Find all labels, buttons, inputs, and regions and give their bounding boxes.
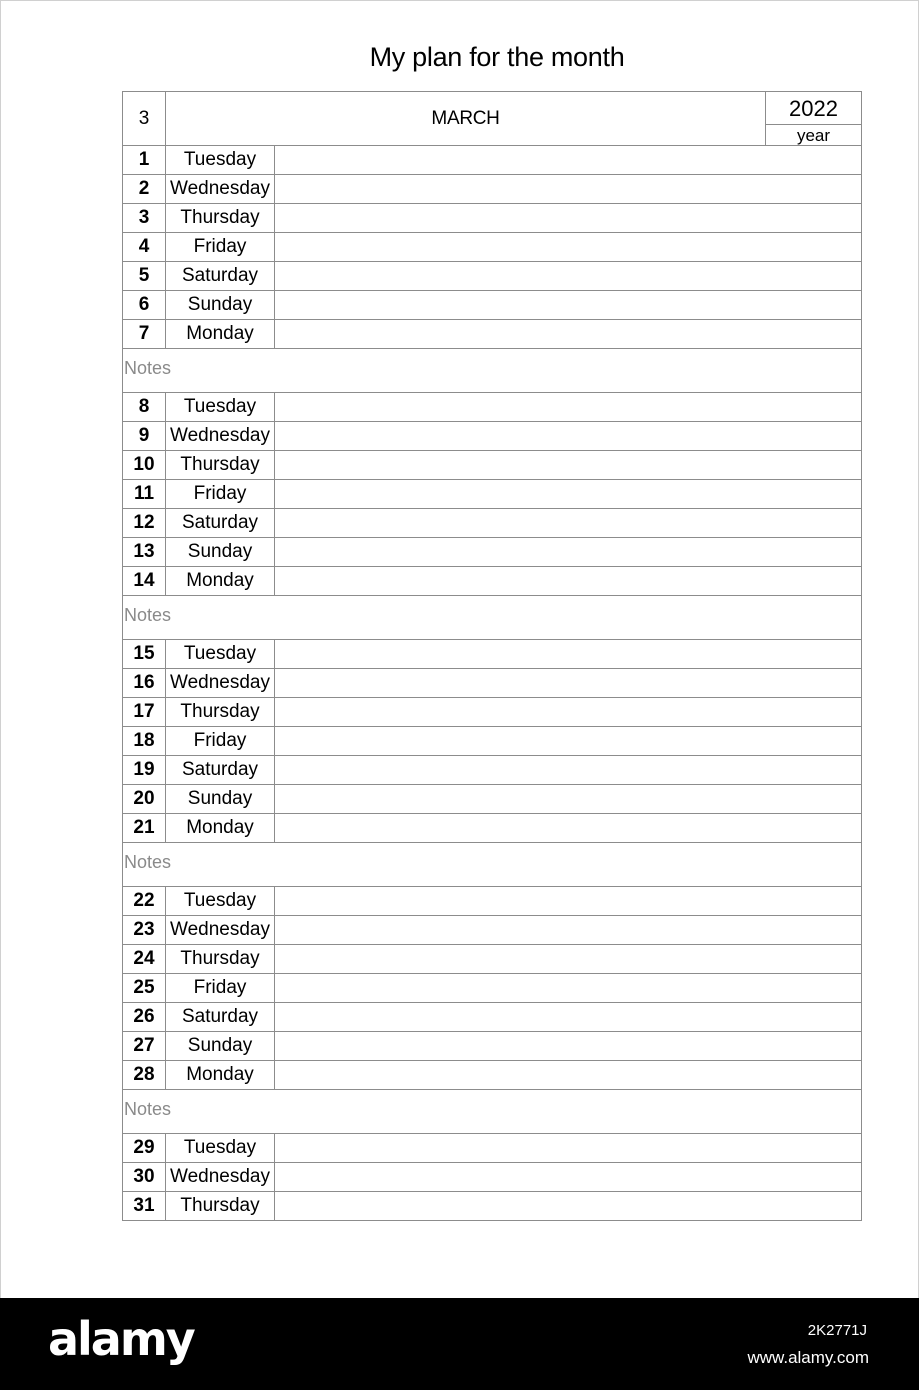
day-row <box>123 451 862 480</box>
notes-row <box>123 1090 862 1134</box>
day-number: 24 <box>123 945 166 974</box>
day-row <box>123 509 862 538</box>
day-number: 13 <box>123 538 166 567</box>
day-number: 19 <box>123 756 166 785</box>
month-planner-table <box>122 91 862 1221</box>
day-row <box>123 916 862 945</box>
weekday-name: Wednesday <box>166 1163 275 1192</box>
plan-entry-cell[interactable] <box>275 814 862 843</box>
day-number: 18 <box>123 727 166 756</box>
plan-entry-cell[interactable] <box>275 945 862 974</box>
day-row <box>123 1061 862 1090</box>
day-number: 17 <box>123 698 166 727</box>
day-row <box>123 727 862 756</box>
plan-entry-cell[interactable] <box>275 916 862 945</box>
image-id: 2K2771J <box>807 1322 867 1339</box>
weekday-name: Sunday <box>166 1032 275 1061</box>
day-number: 4 <box>123 233 166 262</box>
day-row <box>123 538 862 567</box>
plan-entry-cell[interactable] <box>275 175 862 204</box>
weekday-name: Sunday <box>166 538 275 567</box>
day-number: 6 <box>123 291 166 320</box>
weekday-name: Monday <box>166 1061 275 1090</box>
weekday-name: Thursday <box>166 204 275 233</box>
weekday-name: Tuesday <box>166 146 275 175</box>
day-number: 27 <box>123 1032 166 1061</box>
notes-cell[interactable] <box>123 1090 862 1134</box>
day-row <box>123 233 862 262</box>
day-number: 14 <box>123 567 166 596</box>
weekday-name: Tuesday <box>166 1134 275 1163</box>
plan-entry-cell[interactable] <box>275 785 862 814</box>
weekday-name: Friday <box>166 233 275 262</box>
day-number: 15 <box>123 640 166 669</box>
day-number: 21 <box>123 814 166 843</box>
weekday-name: Sunday <box>166 291 275 320</box>
plan-entry-cell[interactable] <box>275 1032 862 1061</box>
day-row <box>123 1163 862 1192</box>
day-number: 31 <box>123 1192 166 1221</box>
day-row <box>123 1003 862 1032</box>
day-row <box>123 146 862 175</box>
day-row <box>123 785 862 814</box>
day-row <box>123 945 862 974</box>
notes-cell[interactable] <box>123 349 862 393</box>
plan-entry-cell[interactable] <box>275 538 862 567</box>
notes-label: Notes <box>124 358 172 378</box>
day-row <box>123 320 862 349</box>
weekday-name: Saturday <box>166 756 275 785</box>
weekday-name: Wednesday <box>166 422 275 451</box>
day-row <box>123 814 862 843</box>
weekday-name: Tuesday <box>166 640 275 669</box>
day-row <box>123 640 862 669</box>
plan-entry-cell[interactable] <box>275 756 862 785</box>
day-row <box>123 1032 862 1061</box>
notes-cell[interactable] <box>123 843 862 887</box>
weekday-name: Thursday <box>166 698 275 727</box>
plan-entry-cell[interactable] <box>275 291 862 320</box>
weekday-name: Wednesday <box>166 916 275 945</box>
notes-row <box>123 596 862 640</box>
plan-entry-cell[interactable] <box>275 974 862 1003</box>
plan-entry-cell[interactable] <box>275 146 862 175</box>
weekday-name: Thursday <box>166 451 275 480</box>
plan-entry-cell[interactable] <box>275 1061 862 1090</box>
day-number: 20 <box>123 785 166 814</box>
year-label: year <box>796 126 831 145</box>
day-number: 12 <box>123 509 166 538</box>
day-number: 1 <box>123 146 166 175</box>
plan-entry-cell[interactable] <box>275 233 862 262</box>
weekday-name: Wednesday <box>166 669 275 698</box>
notes-label: Notes <box>124 1099 172 1119</box>
weekday-name: Saturday <box>166 509 275 538</box>
day-number: 26 <box>123 1003 166 1032</box>
day-row <box>123 175 862 204</box>
site-url: www.alamy.com <box>747 1348 869 1367</box>
weekday-name: Friday <box>166 727 275 756</box>
year-cell <box>766 92 862 146</box>
plan-entry-cell[interactable] <box>275 567 862 596</box>
day-number: 16 <box>123 669 166 698</box>
day-row <box>123 669 862 698</box>
plan-entry-cell[interactable] <box>275 727 862 756</box>
day-number: 5 <box>123 262 166 291</box>
weekday-name: Friday <box>166 974 275 1003</box>
day-row <box>123 756 862 785</box>
month-header-row <box>123 92 862 146</box>
day-row <box>123 1134 862 1163</box>
weekday-name: Monday <box>166 814 275 843</box>
day-number: 28 <box>123 1061 166 1090</box>
notes-label: Notes <box>124 852 172 872</box>
day-row <box>123 262 862 291</box>
plan-entry-cell[interactable] <box>275 1003 862 1032</box>
day-number: 11 <box>123 480 166 509</box>
plan-entry-cell[interactable] <box>275 262 862 291</box>
notes-cell[interactable] <box>123 596 862 640</box>
plan-entry-cell[interactable] <box>275 393 862 422</box>
day-number: 30 <box>123 1163 166 1192</box>
day-row <box>123 887 862 916</box>
plan-entry-cell[interactable] <box>275 451 862 480</box>
plan-entry-cell[interactable] <box>275 1134 862 1163</box>
weekday-name: Sunday <box>166 785 275 814</box>
notes-row <box>123 349 862 393</box>
plan-entry-cell[interactable] <box>275 698 862 727</box>
month-name: MARCH <box>166 92 766 146</box>
day-number: 9 <box>123 422 166 451</box>
notes-label: Notes <box>124 605 172 625</box>
plan-entry-cell[interactable] <box>275 422 862 451</box>
day-number: 3 <box>123 204 166 233</box>
weekday-name: Thursday <box>166 945 275 974</box>
plan-entry-cell[interactable] <box>275 887 862 916</box>
plan-entry-cell[interactable] <box>275 669 862 698</box>
day-number: 25 <box>123 974 166 1003</box>
page-title: My plan for the month <box>369 42 625 72</box>
weekday-name: Saturday <box>166 1003 275 1032</box>
plan-entry-cell[interactable] <box>275 640 862 669</box>
weekday-name: Monday <box>166 567 275 596</box>
day-number: 29 <box>123 1134 166 1163</box>
year-value: 2022 <box>766 92 861 125</box>
day-number: 23 <box>123 916 166 945</box>
day-row <box>123 422 862 451</box>
weekday-name: Tuesday <box>166 393 275 422</box>
weekday-name: Tuesday <box>166 887 275 916</box>
day-row <box>123 698 862 727</box>
plan-entry-cell[interactable] <box>275 204 862 233</box>
day-number: 2 <box>123 175 166 204</box>
plan-entry-cell[interactable] <box>275 1192 862 1221</box>
weekday-name: Wednesday <box>166 175 275 204</box>
day-row <box>123 974 862 1003</box>
day-row <box>123 204 862 233</box>
day-number: 8 <box>123 393 166 422</box>
day-number: 22 <box>123 887 166 916</box>
day-number: 10 <box>123 451 166 480</box>
alamy-logo: alamy <box>48 1312 194 1366</box>
month-number: 3 <box>123 92 166 146</box>
notes-row <box>123 843 862 887</box>
day-row <box>123 567 862 596</box>
plan-entry-cell[interactable] <box>275 509 862 538</box>
weekday-name: Friday <box>166 480 275 509</box>
weekday-name: Thursday <box>166 1192 275 1221</box>
day-number: 7 <box>123 320 166 349</box>
plan-entry-cell[interactable] <box>275 1163 862 1192</box>
plan-entry-cell[interactable] <box>275 480 862 509</box>
day-row <box>123 291 862 320</box>
watermark-footer <box>0 1298 919 1390</box>
day-row <box>123 1192 862 1221</box>
plan-entry-cell[interactable] <box>275 320 862 349</box>
weekday-name: Saturday <box>166 262 275 291</box>
day-row <box>123 480 862 509</box>
day-row <box>123 393 862 422</box>
weekday-name: Monday <box>166 320 275 349</box>
